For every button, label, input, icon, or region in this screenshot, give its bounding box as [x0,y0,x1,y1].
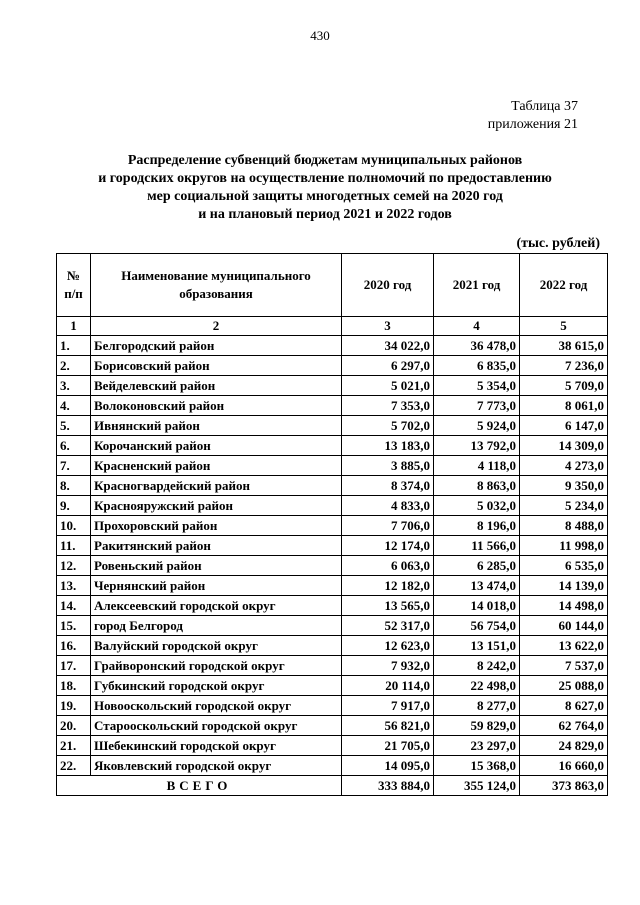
municipality-name: Корочанский район [91,436,342,456]
column-numbers-row [57,317,608,336]
row-number: 7. [57,456,91,476]
value-2022: 5 709,0 [520,376,608,396]
value-2020: 14 095,0 [342,756,434,776]
municipality-name: Ровеньский район [91,556,342,576]
row-number: 15. [57,616,91,636]
table-row [57,476,608,496]
row-number: 1. [57,336,91,356]
value-2020: 5 021,0 [342,376,434,396]
row-number: 16. [57,636,91,656]
value-2021: 6 285,0 [434,556,520,576]
table-row [57,396,608,416]
column-number: 4 [434,317,520,336]
municipality-name: Алексеевский городской округ [91,596,342,616]
value-2020: 6 297,0 [342,356,434,376]
table-row [57,716,608,736]
value-2022: 9 350,0 [520,476,608,496]
header-2020: 2020 год [342,254,434,317]
table-row [57,536,608,556]
value-2020: 8 374,0 [342,476,434,496]
row-number: 9. [57,496,91,516]
value-2020: 52 317,0 [342,616,434,636]
value-2021: 36 478,0 [434,336,520,356]
value-2021: 59 829,0 [434,716,520,736]
value-2020: 5 702,0 [342,416,434,436]
value-2022: 13 622,0 [520,636,608,656]
value-2020: 3 885,0 [342,456,434,476]
row-number: 12. [57,556,91,576]
value-2020: 34 022,0 [342,336,434,356]
municipality-name: Прохоровский район [91,516,342,536]
title-line: мер социальной защиты многодетных семей на 2020 год [147,189,503,204]
value-2020: 21 705,0 [342,736,434,756]
value-2022: 6 147,0 [520,416,608,436]
municipality-name: Волоконовский район [91,396,342,416]
total-label: ВСЕГО [57,776,342,796]
value-2022: 8 061,0 [520,396,608,416]
municipality-name: Ракитянский район [91,536,342,556]
value-2021: 5 354,0 [434,376,520,396]
value-2022: 14 309,0 [520,436,608,456]
row-number: 21. [57,736,91,756]
municipality-name: Губкинский городской округ [91,676,342,696]
row-number: 20. [57,716,91,736]
value-2021: 23 297,0 [434,736,520,756]
table-row [57,416,608,436]
column-number: 5 [520,317,608,336]
table-row [57,576,608,596]
value-2021: 8 277,0 [434,696,520,716]
table-ref-line: Таблица 37 [511,99,578,114]
table-row [57,436,608,456]
header-row [57,254,608,317]
municipality-name: Новооскольский городской округ [91,696,342,716]
value-2022: 38 615,0 [520,336,608,356]
row-number: 17. [57,656,91,676]
value-2020: 7 706,0 [342,516,434,536]
document-title [60,152,590,224]
value-2021: 13 792,0 [434,436,520,456]
value-2020: 4 833,0 [342,496,434,516]
table-row [57,656,608,676]
value-2021: 7 773,0 [434,396,520,416]
value-2020: 12 182,0 [342,576,434,596]
value-2021: 56 754,0 [434,616,520,636]
table-reference [488,98,578,134]
header-num-label: № п/п [64,268,83,301]
table-row [57,636,608,656]
value-2021: 5 924,0 [434,416,520,436]
value-2020: 7 917,0 [342,696,434,716]
value-2021: 8 863,0 [434,476,520,496]
municipality-name: Красненский район [91,456,342,476]
total-2020: 333 884,0 [342,776,434,796]
value-2022: 6 535,0 [520,556,608,576]
value-2022: 14 139,0 [520,576,608,596]
title-line: и городских округов на осуществление полномочий по предоставлению [98,171,552,186]
table-row [57,336,608,356]
row-number: 5. [57,416,91,436]
row-number: 2. [57,356,91,376]
value-2021: 15 368,0 [434,756,520,776]
value-2020: 7 932,0 [342,656,434,676]
value-2021: 6 835,0 [434,356,520,376]
value-2020: 13 183,0 [342,436,434,456]
value-2022: 8 488,0 [520,516,608,536]
column-number: 3 [342,317,434,336]
row-number: 13. [57,576,91,596]
table-row [57,696,608,716]
value-2022: 8 627,0 [520,696,608,716]
row-number: 11. [57,536,91,556]
header-2021: 2021 год [434,254,520,317]
table-row [57,676,608,696]
value-2022: 11 998,0 [520,536,608,556]
header-num [57,254,91,317]
value-2022: 16 660,0 [520,756,608,776]
value-2020: 56 821,0 [342,716,434,736]
table-row [57,456,608,476]
municipality-name: город Белгород [91,616,342,636]
value-2021: 8 196,0 [434,516,520,536]
row-number: 6. [57,436,91,456]
value-2022: 5 234,0 [520,496,608,516]
table-row [57,376,608,396]
value-2022: 4 273,0 [520,456,608,476]
value-2022: 7 537,0 [520,656,608,676]
value-2021: 11 566,0 [434,536,520,556]
value-2022: 14 498,0 [520,596,608,616]
table-row [57,516,608,536]
municipality-name: Яковлевский городской округ [91,756,342,776]
table-row [57,556,608,576]
page-number: 430 [310,28,330,43]
table-row [57,496,608,516]
value-2022: 62 764,0 [520,716,608,736]
header-2022: 2022 год [520,254,608,317]
value-2021: 4 118,0 [434,456,520,476]
municipality-name: Краснояружский район [91,496,342,516]
municipality-name: Шебекинский городской округ [91,736,342,756]
total-2022: 373 863,0 [520,776,608,796]
value-2020: 12 174,0 [342,536,434,556]
total-2021: 355 124,0 [434,776,520,796]
value-2022: 25 088,0 [520,676,608,696]
value-2020: 6 063,0 [342,556,434,576]
row-number: 8. [57,476,91,496]
value-2022: 60 144,0 [520,616,608,636]
header-name [91,254,342,317]
value-2021: 22 498,0 [434,676,520,696]
column-number: 2 [91,317,342,336]
table-ref-line: приложения 21 [487,117,578,132]
value-2022: 7 236,0 [520,356,608,376]
municipality-name: Грайворонский городской округ [91,656,342,676]
municipality-name: Борисовский район [91,356,342,376]
row-number: 18. [57,676,91,696]
table-row [57,736,608,756]
value-2021: 14 018,0 [434,596,520,616]
municipality-name: Ивнянский район [91,416,342,436]
municipality-name: Вейделевский район [91,376,342,396]
municipality-name: Валуйский городской округ [91,636,342,656]
table-row [57,356,608,376]
title-line: Распределение субвенций бюджетам муниципальных районов [127,153,523,168]
row-number: 3. [57,376,91,396]
value-2021: 8 242,0 [434,656,520,676]
title-line: и на плановый период 2021 и 2022 годов [198,207,452,222]
subventions-table [56,253,608,796]
table-row [57,596,608,616]
row-number: 19. [57,696,91,716]
header-name-label: Наименование муниципального образования [121,268,311,301]
value-2020: 13 565,0 [342,596,434,616]
row-number: 4. [57,396,91,416]
column-number: 1 [57,317,91,336]
value-2022: 24 829,0 [520,736,608,756]
value-2021: 13 474,0 [434,576,520,596]
municipality-name: Белгородский район [91,336,342,356]
row-number: 14. [57,596,91,616]
municipality-name: Старооскольский городской округ [91,716,342,736]
units-label: (тыс. рублей) [516,236,600,251]
municipality-name: Чернянский район [91,576,342,596]
value-2020: 12 623,0 [342,636,434,656]
table-row [57,756,608,776]
table-row [57,616,608,636]
value-2020: 7 353,0 [342,396,434,416]
value-2021: 5 032,0 [434,496,520,516]
row-number: 22. [57,756,91,776]
total-row [57,776,608,796]
value-2021: 13 151,0 [434,636,520,656]
municipality-name: Красногвардейский район [91,476,342,496]
value-2020: 20 114,0 [342,676,434,696]
row-number: 10. [57,516,91,536]
